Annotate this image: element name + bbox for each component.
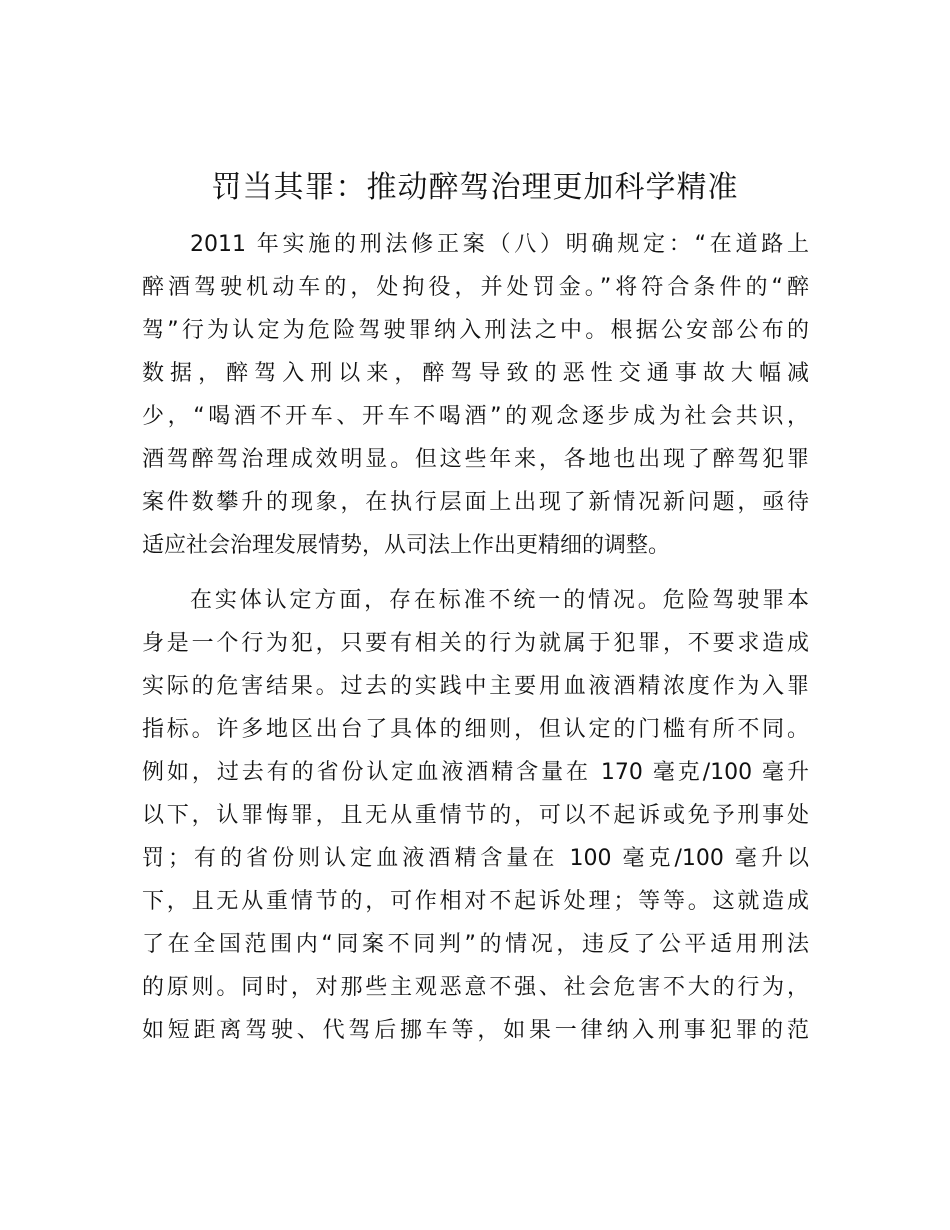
paragraph-line: 的原则。同时，对那些主观恶意不强、社会危害不大的行为， (142, 975, 809, 1000)
paragraph-line: 如短距离驾驶、代驾后挪车等，如果一律纳入刑事犯罪的范 (142, 1018, 809, 1043)
paragraph-line: 例如，过去有的省份认定血液酒精含量在 170 毫克/100 毫升 (142, 760, 809, 785)
paragraph-line: 驾”行为认定为危险驾驶罪纳入刑法之中。根据公安部公布的 (142, 318, 809, 343)
paragraph-line: 了在全国范围内“同案不同判”的情况，违反了公平适用刑法 (142, 932, 809, 957)
paragraph-line: 以下，认罪悔罪，且无从重情节的，可以不起诉或免予刑事处 (142, 803, 809, 828)
paragraph-line: 实际的危害结果。过去的实践中主要用血液酒精浓度作为入罪 (142, 674, 809, 699)
paragraph-line: 在实体认定方面，存在标准不统一的情况。危险驾驶罪本 (190, 588, 809, 613)
paragraph-line: 案件数攀升的现象，在执行层面上出现了新情况新问题，亟待 (142, 490, 809, 515)
paragraph-line: 少，“喝酒不开车、开车不喝酒”的观念逐步成为社会共识， (142, 404, 809, 429)
paragraph-line: 身是一个行为犯，只要有相关的行为就属于犯罪，不要求造成 (142, 631, 809, 656)
paragraph-line: 醉酒驾驶机动车的，处拘役，并处罚金。”将符合条件的“醉 (142, 275, 809, 300)
document-title: 罚当其罪：推动醉驾治理更加科学精准 (211, 170, 739, 205)
paragraph-line: 酒驾醉驾治理成效明显。但这些年来，各地也出现了醉驾犯罪 (142, 447, 809, 472)
paragraph-line: 罚；有的省份则认定血液酒精含量在 100 毫克/100 毫升以 (142, 846, 809, 871)
paragraph-line: 2011 年实施的刑法修正案（八）明确规定：“在道路上 (190, 232, 809, 257)
paragraph-line: 数据，醉驾入刑以来，醉驾导致的恶性交通事故大幅减 (142, 361, 809, 386)
paragraph-line: 指标。许多地区出台了具体的细则，但认定的门槛有所不同。 (142, 717, 809, 742)
paragraph-line: 下，且无从重情节的，可作相对不起诉处理；等等。这就造成 (142, 889, 809, 914)
paragraph-line: 适应社会治理发展情势，从司法上作出更精细的调整。 (142, 533, 671, 558)
